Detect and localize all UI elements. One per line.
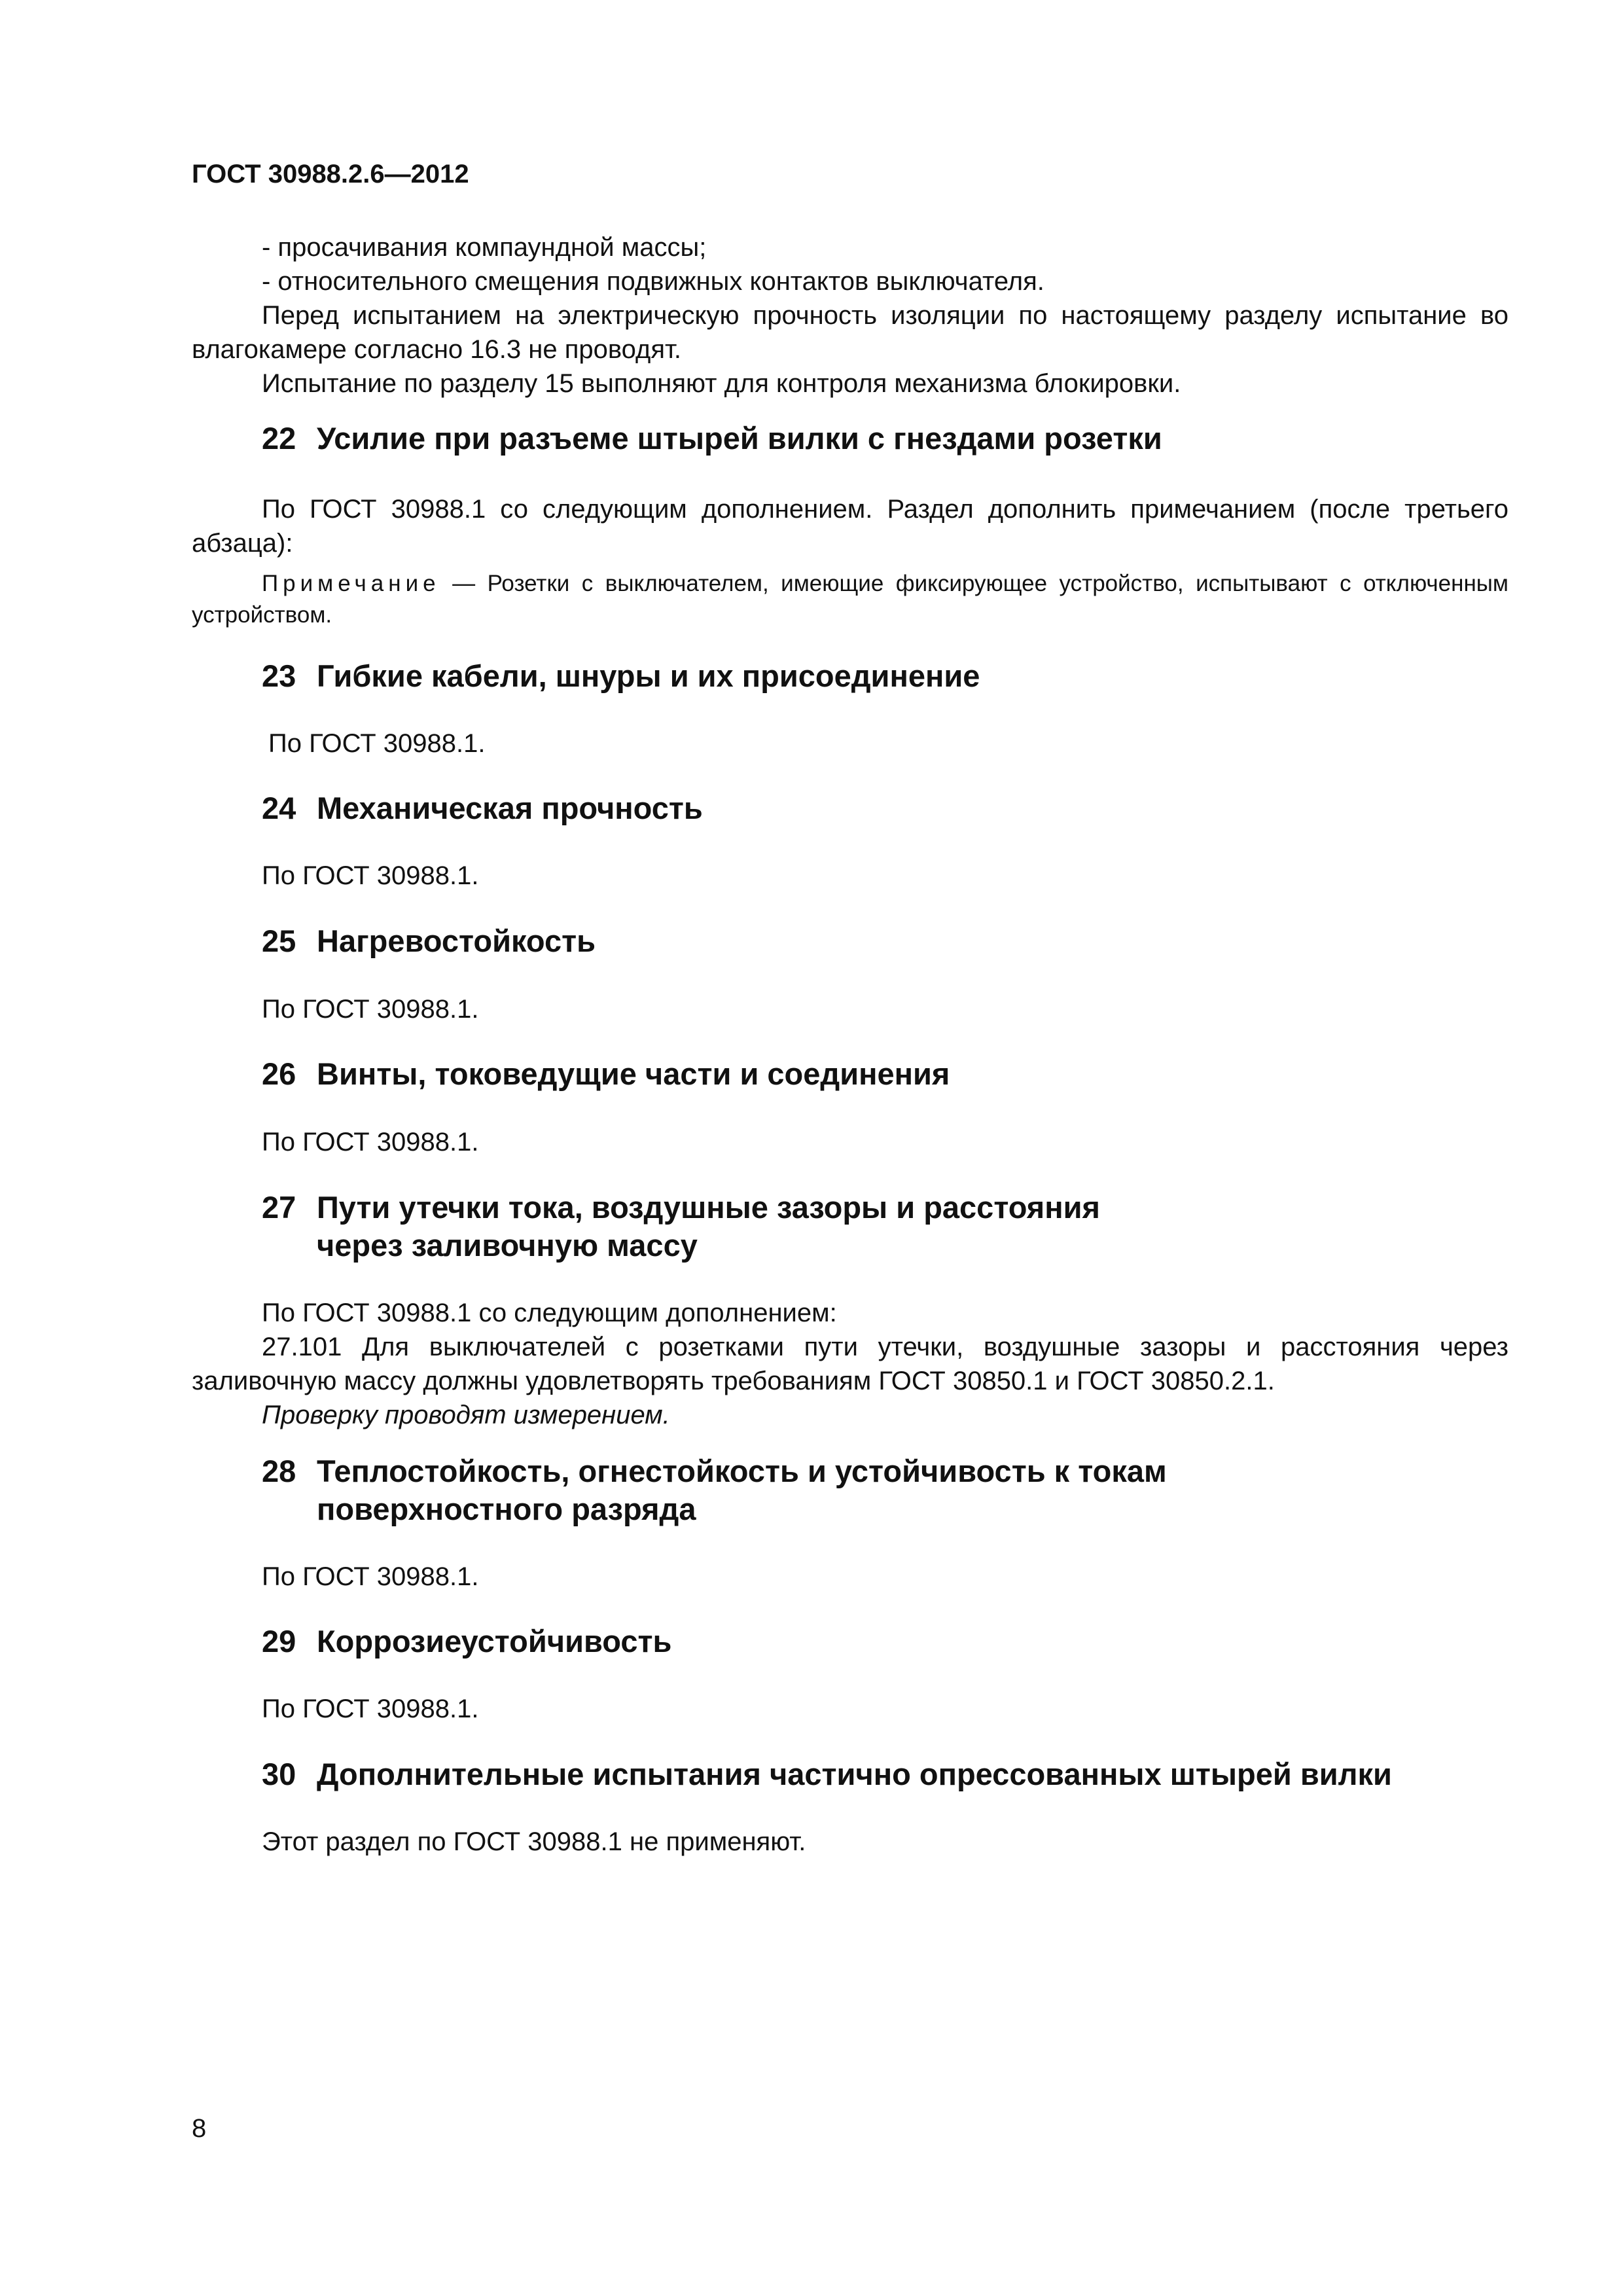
section-body: По ГОСТ 30988.1. xyxy=(262,995,479,1024)
document-id: ГОСТ 30988.2.6—2012 xyxy=(192,160,469,188)
section-body: По ГОСТ 30988.1. xyxy=(262,861,479,890)
note-label: Примечание xyxy=(262,571,440,596)
section-number: 23 xyxy=(262,658,296,693)
section-body: Этот раздел по ГОСТ 30988.1 не применяют. xyxy=(262,1827,806,1856)
section-number: 24 xyxy=(262,791,296,825)
section-title-line1: Теплостойкость, огнестойкость и устойчивость к токам xyxy=(317,1454,1167,1488)
section-body: По ГОСТ 30988.1. xyxy=(262,1562,479,1591)
section-heading-23 xyxy=(262,657,980,695)
section-body: По ГОСТ 30988.1. xyxy=(268,729,486,758)
section-title: Коррозиеустойчивость xyxy=(317,1624,672,1659)
clause-27-101: 27.101 Для выключателей с розетками пути утечки, воздушные зазоры и расстояния через заливочную массу должны удовлетворять требованиям ГОСТ 30850.1 и ГОСТ 30850.2.1. xyxy=(192,1333,1508,1395)
intro-block xyxy=(192,230,1508,401)
section-title: Гибкие кабели, шнуры и их присоединение xyxy=(317,658,980,693)
note xyxy=(192,568,1508,631)
section-number: 29 xyxy=(262,1624,296,1659)
section-title: Нагревостойкость xyxy=(317,924,596,958)
section-heading-27 xyxy=(262,1189,1100,1265)
note-text: — Розетки с выключателем, имеющие фиксирующее устройство, испытывают с отключенным устройством. xyxy=(192,571,1508,628)
section-number: 27 xyxy=(262,1190,296,1225)
section-heading-22 xyxy=(262,420,1162,457)
section-heading-26 xyxy=(262,1055,950,1093)
section-number: 30 xyxy=(262,1757,296,1791)
section-title: Винты, токоведущие части и соединения xyxy=(317,1056,950,1091)
section-body-27 xyxy=(192,1296,1508,1432)
section-number: 26 xyxy=(262,1056,296,1091)
section-title: Дополнительные испытания частично опрессованных штырей вилки xyxy=(317,1757,1392,1791)
bullet-item: - просачивания компаундной массы; xyxy=(262,233,707,262)
section-title-line2: поверхностного разряда xyxy=(317,1492,696,1526)
section-number: 22 xyxy=(262,421,296,456)
section-body: По ГОСТ 30988.1. xyxy=(262,1128,479,1157)
section-body: По ГОСТ 30988.1 со следующим дополнением. Раздел дополнить примечанием (после третьего абзаца): xyxy=(192,495,1508,558)
section-heading-30 xyxy=(262,1755,1392,1793)
section-heading-25 xyxy=(262,922,596,960)
bullet-item: - относительного смещения подвижных контактов выключателя. xyxy=(262,267,1044,296)
section-body: По ГОСТ 30988.1 со следующим дополнением: xyxy=(262,1299,837,1327)
section-title: Механическая прочность xyxy=(317,791,703,825)
section-title: Усилие при разъеме штырей вилки с гнездами розетки xyxy=(317,421,1162,456)
section-number: 25 xyxy=(262,924,296,958)
section-heading-28 xyxy=(262,1452,1167,1528)
section-number: 28 xyxy=(262,1454,296,1488)
section-heading-24 xyxy=(262,789,703,827)
verification-note: Проверку проводят измерением. xyxy=(262,1401,670,1429)
section-body: По ГОСТ 30988.1. xyxy=(262,1695,479,1723)
paragraph: Перед испытанием на электрическую прочность изоляции по настоящему разделу испытание во влагокамере согласно 16.3 не проводят. xyxy=(192,301,1508,364)
section-title-line2: через заливочную массу xyxy=(317,1228,698,1263)
section-heading-29 xyxy=(262,1623,671,1660)
section-title-line1: Пути утечки тока, воздушные зазоры и расстояния xyxy=(317,1190,1100,1225)
paragraph: Испытание по разделу 15 выполняют для контроля механизма блокировки. xyxy=(262,369,1181,398)
page-number: 8 xyxy=(192,2114,207,2143)
